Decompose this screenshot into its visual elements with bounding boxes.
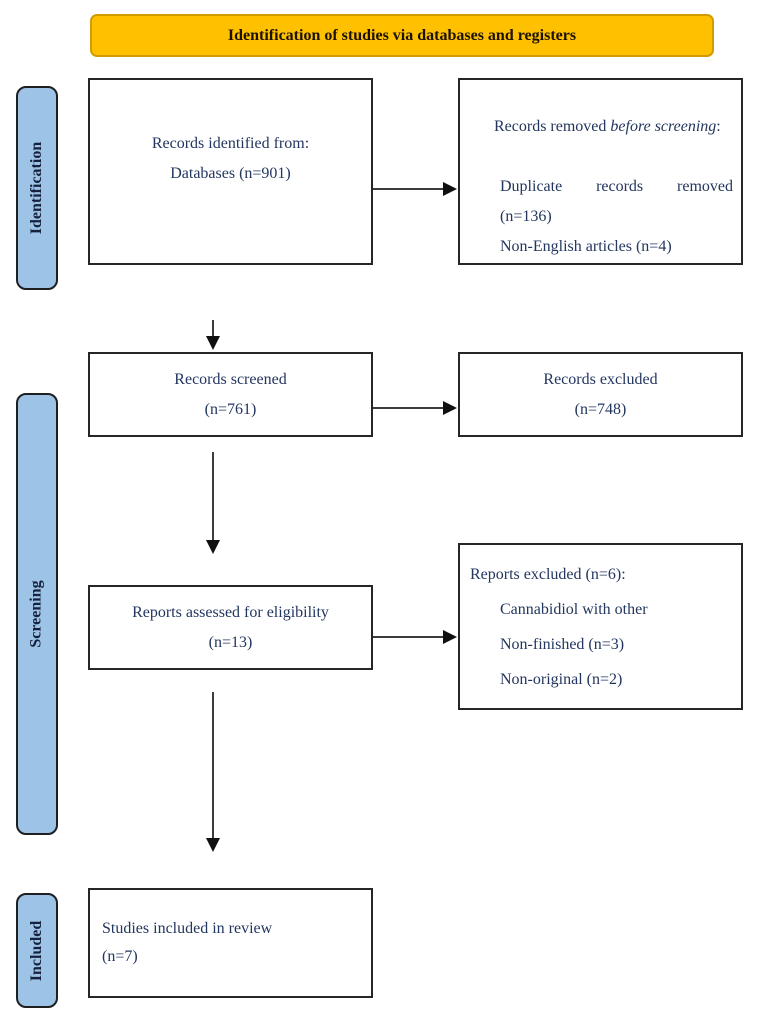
box-records-identified	[88, 78, 373, 265]
arrow-screened-to-assessed-head	[206, 540, 220, 554]
studies-included-line2: (n=7)	[102, 948, 138, 965]
records-removed-item1-word1: Duplicate	[500, 177, 563, 195]
arrow-identified-to-removed-line	[373, 188, 444, 190]
arrow-identified-to-removed-head	[443, 182, 457, 196]
records-removed-header-italic: before screening	[610, 117, 717, 135]
box-reports-assessed	[88, 585, 373, 670]
reports-assessed-line2: (n=13)	[208, 633, 253, 651]
arrow-assessed-to-reports-excluded-line	[373, 636, 444, 638]
records-removed-header-suffix: :	[716, 117, 721, 135]
records-removed-item1	[500, 172, 733, 202]
arrow-assessed-to-included-line	[212, 692, 214, 840]
sidebar-screening-label: Screening	[28, 580, 46, 648]
reports-excluded-item3: Non-original (n=2)	[500, 670, 623, 688]
box-records-removed	[458, 78, 743, 265]
studies-included-line1: Studies included in review	[102, 920, 273, 937]
reports-excluded-item1: Cannabidiol with other	[500, 600, 648, 618]
records-removed-item1-count: (n=136)	[500, 207, 552, 225]
reports-excluded-item2: Non-finished (n=3)	[500, 635, 625, 653]
records-screened-line2: (n=761)	[204, 400, 257, 418]
records-removed-header-prefix: Records removed	[494, 117, 611, 135]
records-removed-header	[470, 82, 733, 172]
records-excluded-line1: Records excluded	[543, 370, 658, 388]
records-excluded-line2: (n=748)	[574, 400, 627, 418]
arrow-into-screened-line	[212, 320, 214, 337]
arrow-assessed-to-reports-excluded-head	[443, 630, 457, 644]
arrow-screened-to-excluded-line	[373, 407, 444, 409]
box-studies-included	[88, 888, 373, 998]
sidebar-included-label: Included	[28, 920, 45, 981]
sidebar-identification	[16, 86, 58, 290]
reports-assessed-line1: Reports assessed for eligibility	[132, 603, 329, 621]
box-reports-excluded	[458, 543, 743, 710]
records-identified-line1: Records identified from:	[151, 134, 310, 152]
arrow-screened-to-assessed-line	[212, 452, 214, 542]
records-removed-items	[500, 172, 733, 262]
arrow-into-screened-head	[206, 336, 220, 350]
banner-title: Identification of studies via databases and registers	[227, 26, 577, 44]
records-removed-item1-word2: records	[596, 177, 644, 195]
sidebar-identification-label: Identification	[28, 141, 46, 235]
reports-excluded-header: Reports excluded (n=6):	[470, 565, 626, 583]
arrow-screened-to-excluded-head	[443, 401, 457, 415]
sidebar-included	[16, 893, 58, 1008]
box-records-excluded	[458, 352, 743, 437]
records-removed-item2: Non-English articles (n=4)	[500, 237, 672, 255]
records-removed-item1-word3: removed	[677, 177, 733, 195]
arrow-assessed-to-included-head	[206, 838, 220, 852]
reports-excluded-items	[500, 592, 733, 697]
records-identified-line2: Databases (n=901)	[170, 164, 291, 182]
sidebar-screening	[16, 393, 58, 835]
banner	[90, 14, 714, 57]
box-records-screened	[88, 352, 373, 437]
records-screened-line1: Records screened	[174, 370, 287, 388]
